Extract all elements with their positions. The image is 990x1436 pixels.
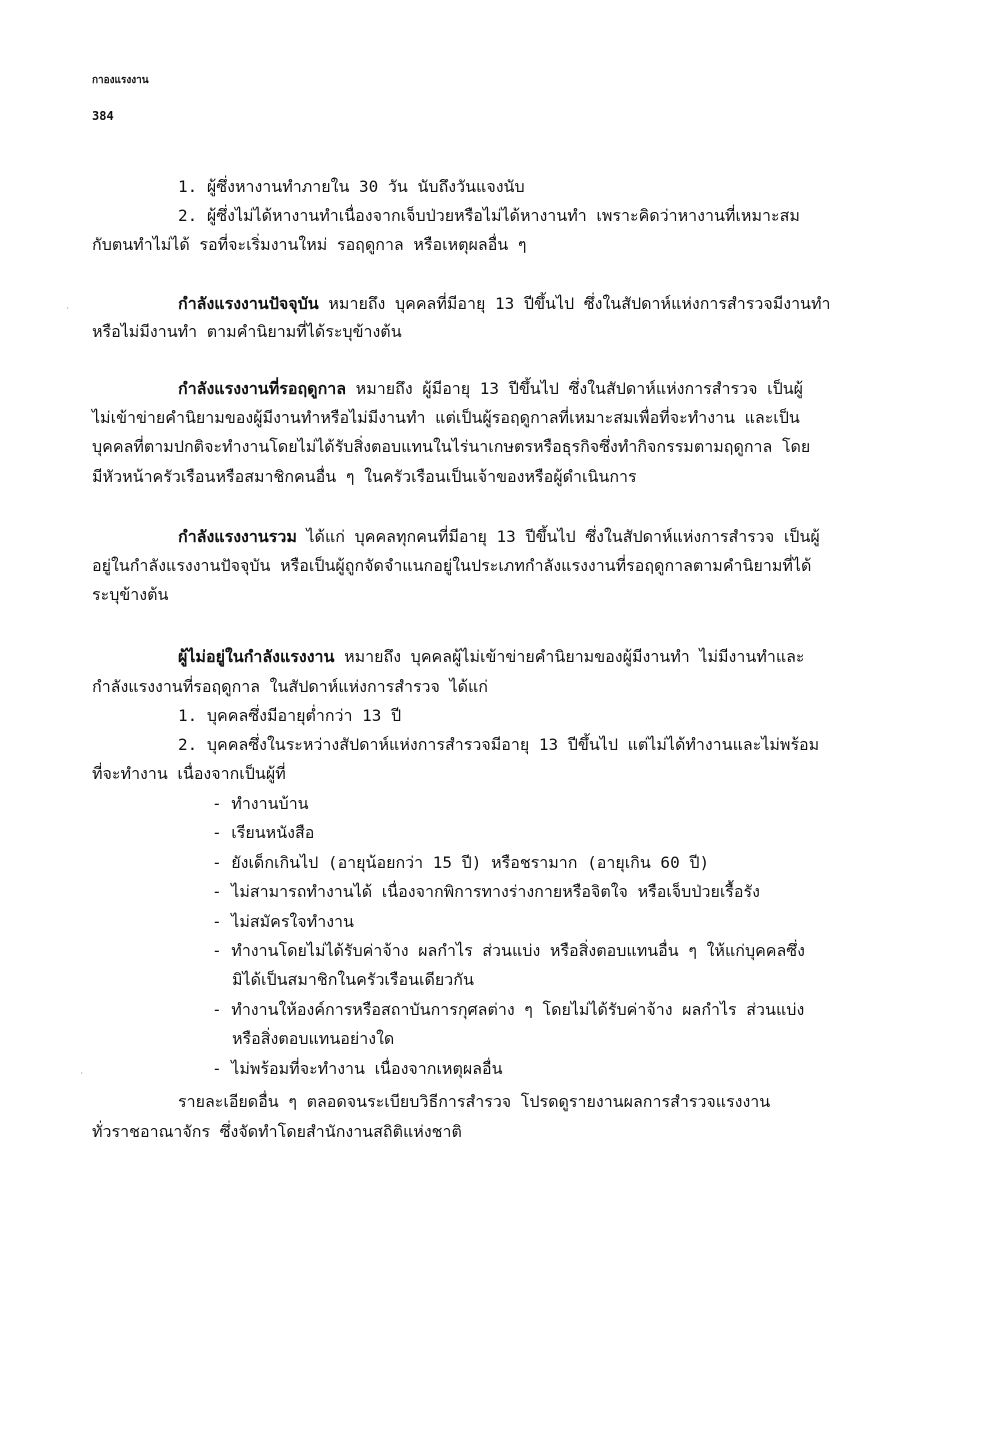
paragraph-line: ที่จะทำงาน เนื่องจากเป็นผู้ที่ xyxy=(92,764,286,783)
definition-seasonal-labor-force xyxy=(178,377,803,401)
running-header: กาองแรงงาน xyxy=(92,75,149,86)
paragraph-line: ไม่เข้าข่ายคำนิยามของผู้มีงานทำหรือไม่มีงานทำ แต่เป็นผู้รอฤดูกาลที่เหมาะสมเพื่อที่จะทำงาน และเป็น xyxy=(92,408,800,427)
paragraph-line: รายละเอียดอื่น ๆ ตลอดจนระเบียบวิธีการสำรวจ โปรดดูรายงานผลการสำรวจแรงงาน xyxy=(178,1092,771,1111)
dash-item: - ไม่พร้อมที่จะทำงาน เนื่องจากเหตุผลอื่น xyxy=(212,1059,503,1078)
paragraph-line: กับตนทำไม่ได้ รอที่จะเริ่มงานใหม่ รอฤดูกาล หรือเหตุผลอื่น ๆ xyxy=(92,235,527,254)
scan-speck: · xyxy=(66,305,70,312)
definition-text: ได้แก่ บุคคลทุกคนที่มีอายุ 13 ปีขึ้นไป ซึ่งในสัปดาห์แห่งการสำรวจ เป็นผู้ xyxy=(296,527,820,546)
paragraph-line: มีหัวหน้าครัวเรือนหรือสมาชิกคนอื่น ๆ ในครัวเรือนเป็นเจ้าของหรือผู้ดำเนินการ xyxy=(92,467,637,486)
definition-text: หมายถึง บุคคลที่มีอายุ 13 ปีขึ้นไป ซึ่งในสัปดาห์แห่งการสำรวจมีงานทำ xyxy=(318,294,831,313)
dash-item: - ไม่สมัครใจทำงาน xyxy=(212,912,354,931)
paragraph-line: ระบุข้างต้น xyxy=(92,585,169,604)
scan-speck: · xyxy=(80,1070,84,1077)
dash-item-continuation: หรือสิ่งตอบแทนอย่างใด xyxy=(232,1029,395,1048)
definition-current-labor-force xyxy=(178,292,831,316)
paragraph-line: บุคคลที่ตามปกติจะทำงานโดยไม่ได้รับสิ่งตอบแทนในไร่นาเกษตรหรือธุรกิจซึ่งทำกิจกรรมตามฤดูกาล โดย xyxy=(92,437,811,456)
list-item: 1. บุคคลซึ่งมีอายุต่ำกว่า 13 ปี xyxy=(178,706,402,725)
list-item: 2. บุคคลซึ่งในระหว่างสัปดาห์แห่งการสำรวจมีอายุ 13 ปีขึ้นไป แต่ไม่ได้ทำงานและไม่พร้อม xyxy=(178,735,820,754)
term-seasonal-labor-force: กำลังแรงงานที่รอฤดูกาล xyxy=(178,379,347,398)
paragraph-line: หรือไม่มีงานทำ ตามคำนิยามที่ได้ระบุข้างต้น xyxy=(92,322,402,341)
definition-total-labor-force xyxy=(178,525,820,549)
term-total-labor-force: กำลังแรงงานรวม xyxy=(178,527,297,546)
dash-item: - ทำงานโดยไม่ได้รับค่าจ้าง ผลกำไร ส่วนแบ่ง หรือสิ่งตอบแทนอื่น ๆ ให้แก่บุคคลซึ่ง xyxy=(212,941,805,960)
definition-not-in-labor-force xyxy=(178,645,805,669)
term-current-labor-force: กำลังแรงงานปัจจุบัน xyxy=(178,294,319,313)
list-item: 1. ผู้ซึ่งหางานทำภายใน 30 วัน นับถึงวันแจงนับ xyxy=(178,177,525,196)
definition-text: หมายถึง ผู้มีอายุ 13 ปีขึ้นไป ซึ่งในสัปดาห์แห่งการสำรวจ เป็นผู้ xyxy=(346,379,804,398)
list-item: 2. ผู้ซึ่งไม่ได้หางานทำเนื่องจากเจ็บป่วยหรือไม่ได้หางานทำ เพราะคิดว่าหางานที่เหมาะสม xyxy=(178,206,800,225)
dash-item: - ทำงานให้องค์การหรือสถาบันการกุศลต่าง ๆ โดยไม่ได้รับค่าจ้าง ผลกำไร ส่วนแบ่ง xyxy=(212,1000,805,1019)
paragraph-line: อยู่ในกำลังแรงงานปัจจุบัน หรือเป็นผู้ถูกจัดจำแนกอยู่ในประเภทกำลังแรงงานที่รอฤดูกาลตามคำนิยามที่ได้ xyxy=(92,556,812,575)
paragraph-line: ทั่วราชอาณาจักร ซึ่งจัดทำโดยสำนักงานสถิติแห่งชาติ xyxy=(92,1122,462,1141)
term-not-in-labor-force: ผู้ไม่อยู่ในกำลังแรงงาน xyxy=(178,647,335,666)
dash-item: - ทำงานบ้าน xyxy=(212,794,309,813)
definition-text: หมายถึง บุคคลผู้ไม่เข้าข่ายคำนิยามของผู้มีงานทำ ไม่มีงานทำและ xyxy=(334,647,805,666)
dash-item: - ยังเด็กเกินไป (อายุน้อยกว่า 15 ปี) หรือชรามาก (อายุเกิน 60 ปี) xyxy=(212,853,710,872)
page-number: 384 xyxy=(92,109,114,123)
dash-item: - ไม่สามารถทำงานได้ เนื่องจากพิการทางร่างกายหรือจิตใจ หรือเจ็บป่วยเรื้อรัง xyxy=(212,882,760,901)
dash-item-continuation: มิได้เป็นสมาชิกในครัวเรือนเดียวกัน xyxy=(232,970,474,989)
dash-item: - เรียนหนังสือ xyxy=(212,823,315,842)
paragraph-line: กำลังแรงงานที่รอฤดูกาล ในสัปดาห์แห่งการสำรวจ ได้แก่ xyxy=(92,677,488,696)
